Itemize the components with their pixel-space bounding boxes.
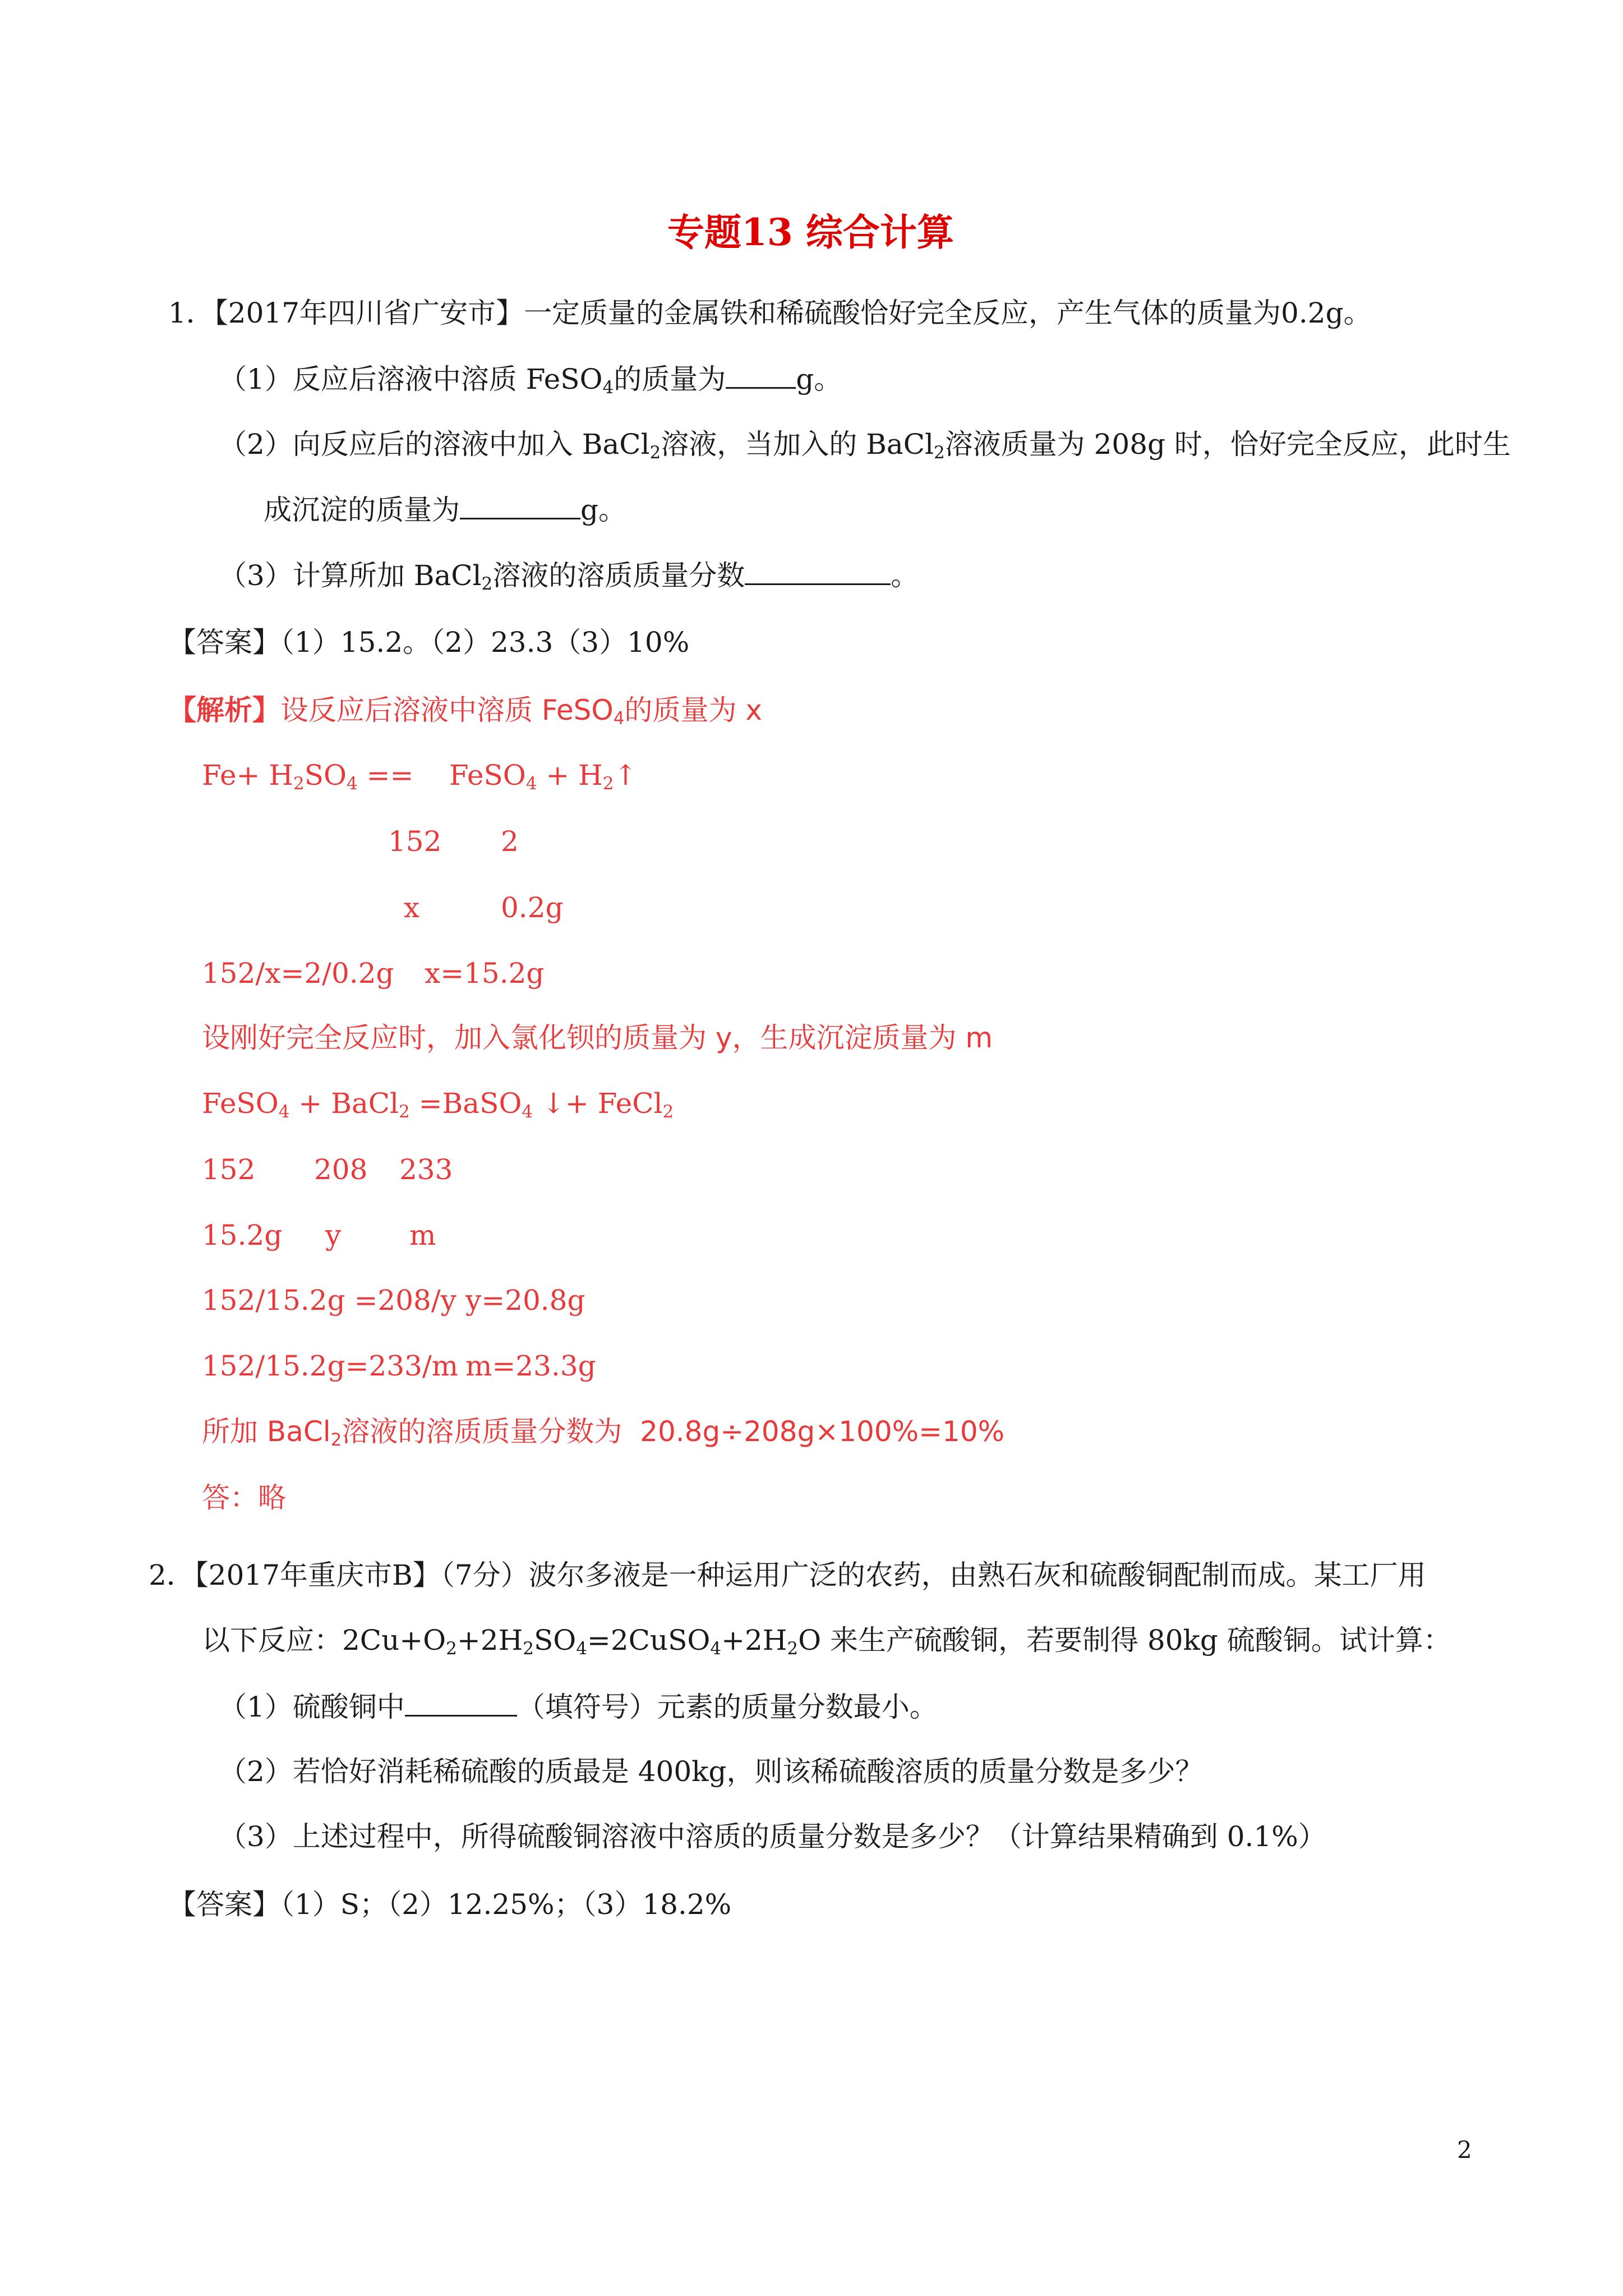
part-text: （1）反应后溶液中溶质 FeSO bbox=[219, 363, 603, 395]
eq-part: ↓+ FeCl bbox=[533, 1087, 663, 1120]
eq-part: + BaCl bbox=[289, 1087, 399, 1120]
analysis-text: 溶液的溶质质量分数为 20.8g÷208g×100%=10% bbox=[342, 1415, 1005, 1448]
page-title: 专题13 综合计算 bbox=[667, 210, 954, 254]
eq-part: Fe+ H bbox=[202, 759, 293, 792]
question-text: （7分）波尔多液是一种运用广泛的农药，由熟石灰和硫酸铜配制而成。某工厂用 bbox=[440, 1559, 1426, 1591]
question-text: 以下反应：2Cu+O bbox=[202, 1624, 446, 1657]
part-text: 的质量为 bbox=[614, 363, 726, 395]
subscript: 2 bbox=[399, 1101, 410, 1122]
analysis-final bbox=[202, 1415, 1004, 1448]
eq-part: FeSO bbox=[202, 1087, 279, 1120]
question-text: +2H bbox=[721, 1624, 787, 1657]
question-2-part-2: （2）若恰好消耗稀硫酸的质最是 400kg，则该稀硫酸溶质的质量分数是多少？ bbox=[219, 1755, 1204, 1788]
subscript: 2 bbox=[933, 442, 945, 463]
calc-2-b: y=20.8g bbox=[465, 1284, 585, 1317]
part-text: （填符号）元素的质量分数最小。 bbox=[517, 1691, 938, 1723]
subscript: 4 bbox=[525, 773, 537, 794]
subscript: 2 bbox=[787, 1638, 799, 1659]
ratio-row-4-a: 15.2g bbox=[202, 1219, 283, 1251]
question-number: 2． bbox=[149, 1559, 195, 1591]
subscript: 2 bbox=[481, 573, 493, 594]
question-2-stem-cont bbox=[202, 1623, 1451, 1657]
ratio-row-4-c: m bbox=[409, 1219, 436, 1251]
subscript: 2 bbox=[330, 1429, 342, 1450]
calc-3-a: 152/15.2g=233/m bbox=[202, 1350, 459, 1382]
eq-part: =BaSO bbox=[409, 1087, 522, 1120]
part-text: （3）计算所加 BaCl bbox=[219, 559, 482, 592]
question-2-part-3: （3）上述过程中，所得硫酸铜溶液中溶质的质量分数是多少？（计算结果精确到 0.1%） bbox=[219, 1820, 1326, 1853]
ratio-row-1-b: 2 bbox=[501, 825, 519, 858]
answer-text: （1）S；（2）12.25%；（3）18.2% bbox=[280, 1888, 732, 1921]
question-1-part-3 bbox=[219, 558, 919, 592]
question-text: =2CuSO bbox=[587, 1624, 711, 1657]
subscript: 2 bbox=[649, 442, 661, 463]
subscript: 4 bbox=[346, 773, 358, 794]
part-text: 。 bbox=[891, 559, 919, 592]
answer-blank[interactable] bbox=[460, 493, 580, 519]
ratio-row-3-b: 208 bbox=[314, 1153, 368, 1186]
answer-label: 【答案】 bbox=[168, 1888, 280, 1921]
calc-1-b: x=15.2g bbox=[425, 957, 545, 990]
eq-part: SO bbox=[304, 759, 347, 792]
subscript: 4 bbox=[576, 1638, 587, 1659]
calc-3-b: m=23.3g bbox=[465, 1350, 596, 1382]
subscript: 4 bbox=[710, 1638, 722, 1659]
ratio-row-3-a: 152 bbox=[202, 1153, 256, 1186]
analysis-intro bbox=[168, 693, 762, 727]
subscript: 4 bbox=[602, 377, 614, 398]
calc-2-a: 152/15.2g =208/y bbox=[202, 1284, 457, 1317]
eq-part: ↑ bbox=[614, 759, 638, 792]
analysis-text: 的质量为 x bbox=[624, 694, 762, 726]
calc-1-a: 152/x=2/0.2g bbox=[202, 957, 394, 990]
answer-blank[interactable] bbox=[745, 558, 891, 585]
analysis-text: 所加 BaCl bbox=[202, 1415, 331, 1448]
equation-2 bbox=[202, 1087, 674, 1120]
analysis-intro-2: 设刚好完全反应时，加入氯化钡的质量为 y，生成沉淀质量为 m bbox=[202, 1022, 993, 1054]
subscript: 4 bbox=[613, 708, 625, 729]
question-2-answer bbox=[168, 1888, 731, 1921]
equation-1 bbox=[202, 758, 637, 792]
question-source: 【2017年四川省广安市】 bbox=[214, 297, 524, 329]
answer-blank[interactable] bbox=[405, 1690, 517, 1717]
part-text: （2）向反应后的溶液中加入 BaCl bbox=[219, 428, 650, 461]
part-text: g。 bbox=[796, 363, 842, 395]
subscript: 2 bbox=[293, 773, 305, 794]
subscript: 4 bbox=[522, 1101, 533, 1122]
question-1-part-1 bbox=[219, 362, 842, 396]
ratio-row-2-b: 0.2g bbox=[501, 891, 564, 924]
analysis-conclusion: 答：略 bbox=[202, 1481, 286, 1514]
answer-text: （1）15.2。（2）23.3（3）10% bbox=[280, 626, 690, 659]
subscript: 2 bbox=[523, 1638, 534, 1659]
subscript: 4 bbox=[278, 1101, 290, 1122]
subscript: 2 bbox=[662, 1101, 674, 1122]
ratio-row-1-a: 152 bbox=[388, 825, 442, 858]
part-text: g。 bbox=[580, 494, 627, 526]
subscript: 2 bbox=[446, 1638, 457, 1659]
question-text: O 来生产硫酸铜，若要制得 80kg 硫酸铜。试计算： bbox=[798, 1624, 1451, 1657]
question-1-answer bbox=[168, 625, 689, 659]
part-text: 溶液，当加入的 BaCl bbox=[661, 428, 934, 461]
question-2-stem bbox=[149, 1558, 1426, 1592]
question-1-part-2 bbox=[219, 427, 1511, 461]
page-number: 2 bbox=[1457, 2136, 1472, 2164]
ratio-row-4-b: y bbox=[325, 1219, 342, 1251]
question-source: 【2017年重庆市B】 bbox=[194, 1559, 441, 1591]
question-text: SO bbox=[533, 1624, 577, 1657]
ratio-row-2-a: x bbox=[404, 891, 420, 924]
question-1-part-2-cont bbox=[264, 493, 626, 527]
analysis-text: 设反应后溶液中溶质 FeSO bbox=[280, 694, 614, 726]
ratio-row-3-c: 233 bbox=[399, 1153, 453, 1186]
question-text: 一定质量的金属铁和稀硫酸恰好完全反应，产生气体的质量为0.2g。 bbox=[524, 297, 1372, 329]
part-text: 溶液质量为 208g 时，恰好完全反应，此时生 bbox=[944, 428, 1511, 461]
question-text: +2H bbox=[457, 1624, 523, 1657]
question-number: 1． bbox=[168, 297, 214, 329]
subscript: 2 bbox=[602, 773, 614, 794]
analysis-label: 【解析】 bbox=[168, 694, 280, 726]
part-text: 溶液的溶质质量分数 bbox=[492, 559, 745, 592]
part-text: （1）硫酸铜中 bbox=[219, 1691, 405, 1723]
question-2-part-1 bbox=[219, 1690, 938, 1724]
question-1-stem bbox=[168, 296, 1372, 330]
answer-blank[interactable] bbox=[726, 362, 796, 389]
eq-part: + H bbox=[537, 759, 603, 792]
part-text: 成沉淀的质量为 bbox=[264, 494, 460, 526]
answer-label: 【答案】 bbox=[168, 626, 280, 659]
eq-part: == FeSO bbox=[357, 759, 526, 792]
